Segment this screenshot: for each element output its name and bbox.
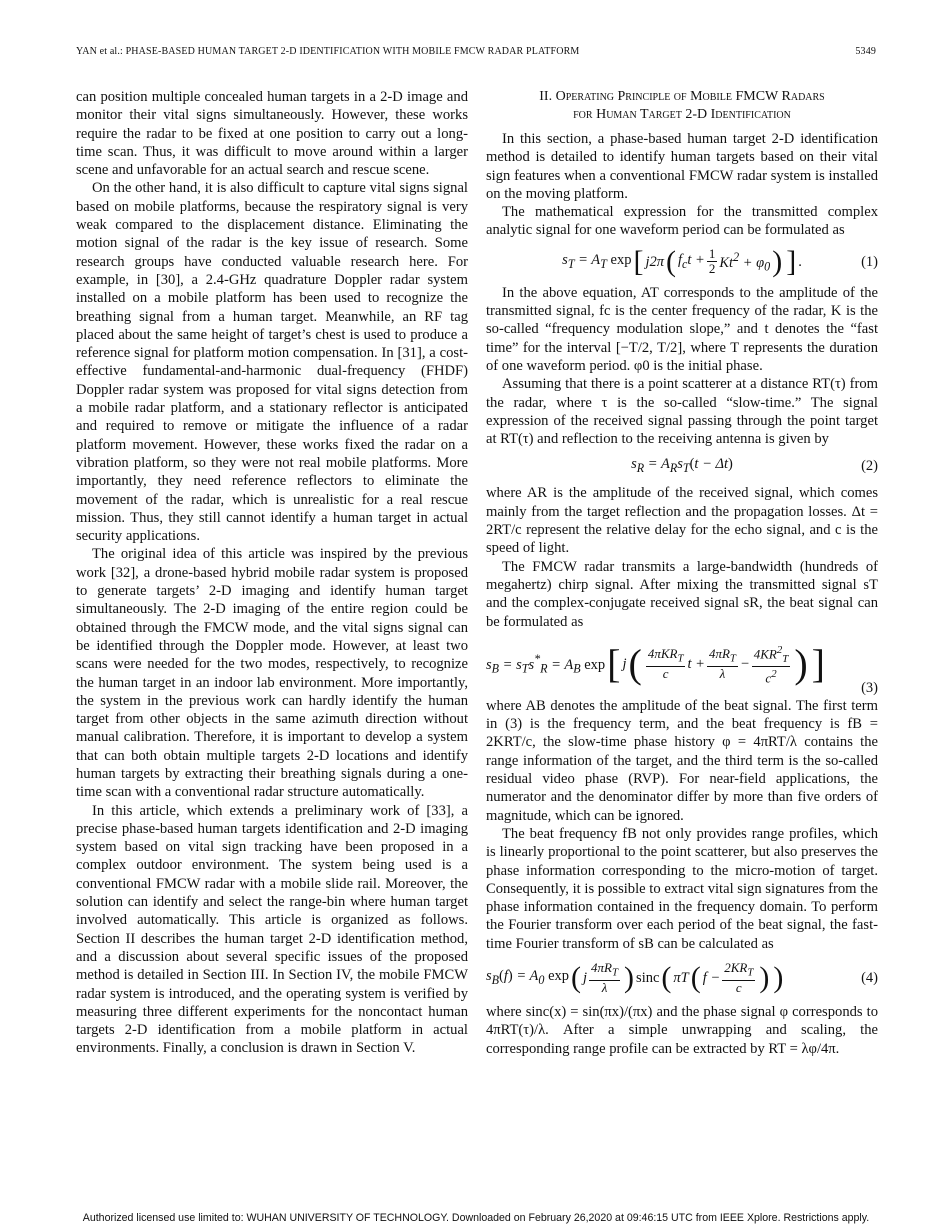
left-column	[76, 88, 468, 1058]
paragraph: where AB denotes the amplitude of the beat signal. The first term in (3) is the frequency term, and the beat frequency is fB = 2KRT/c, the slow-time phase history φ = 4πRT/λ contains the range information of the target, and the third term is the so-called residual video phase (RVP). For near-field applications, the numerator and the denominator differ by more than five orders of magnitude, which can be ignored.	[486, 697, 878, 824]
right-column	[486, 88, 878, 1058]
paragraph: In this section, a phase-based human target 2-D identification method is detailed to identify human targets based on their vital sign features when a conventional FMCW radar system is installed on the moving platform.	[486, 131, 878, 202]
section-number: II.	[539, 89, 553, 104]
paragraph: In the above equation, AT corresponds to the amplitude of the transmitted signal, fc is the center frequency of the radar, K is the so-called “frequency modulation slope,” and t denotes the “fast time” for the interval [−T/2, T/2], where T represents the duration of one waveform period. φ0 is the initial phase.	[486, 284, 878, 374]
paragraph: On the other hand, it is also difficult to capture vital signs signal based on mobile platforms, because the respiratory signal is very weak compared to the displacement distance. Eliminating the motion signal of the radar is the key issue of research. Some research groups have conducted valuable research here. For example, in [30], a 2.4-GHz quadrature Doppler radar system installed on a mobile platform has been used to recognize the breathing signal from a human target. Meanwhile, an RF tag placed about the same height of target’s chest is used to produce a reference signal for platform motion compensation. In [31], a cost-effective fundamental-and-harmonic dual-frequency (FHDF) Doppler radar system was proposed for vital signs detection from a mobile radar platform, and a stationary reflector is anticipated and required to remove or mitigate the influence of a radar platform movement. However, these works fixed the radar on a vibration platform, so they were not real mobile platforms. More importantly, they need reference reflectors to eliminate the movement of the radar, which is unrealistic for a real rescue mission. Thus, they still cannot identify a human target in actual security applications.	[76, 180, 468, 545]
paragraph: where sinc(x) = sin(πx)/(πx) and the phase signal φ corresponds to 4πRT(τ)/λ. After a simple unwrapping and scaling, the corresponding range profile can be extracted by RT = λφ/4π.	[486, 1003, 878, 1057]
page-number: 5349	[855, 46, 876, 57]
equation-3: $s_B = s_Ts^*_R = A_B$ exp [ j ( $\frac{4\pi KR_T}{c}$ t + $\frac{4\pi R_T}{\lambda}$ − $\frac{4KR^2_T}{c^2}$ ) ] (3)	[486, 640, 878, 696]
paragraph: can position multiple concealed human targets in a 2-D image and monitor their vital signs simultaneously. However, these works require the radar to be fixed at one position to carry out a long-time scan. Thus, it was difficult to move around within a larger scene and unfavorable for an actual search and rescue scene.	[76, 89, 468, 179]
paragraph: The FMCW radar transmits a large-bandwidth (hundreds of megahertz) chirp signal. After mixing the transmitted signal sT and the complex-conjugate received signal sR, the beat signal can be formulated as	[486, 558, 878, 630]
license-footer: Authorized licensed use limited to: WUHAN UNIVERSITY OF TECHNOLOGY. Downloaded on February 26,2020 at 09:46:15 UTC from IEEE Xplore. Restrictions apply.	[82, 1212, 870, 1224]
paragraph: Assuming that there is a point scatterer at a distance RT(τ) from the radar, where τ is the so-called “slow-time.” The signal expression of the received signal passing through the point target at RT(τ) and reflection to the receiving antenna is given by	[486, 376, 878, 448]
section-heading	[486, 88, 878, 124]
header-title: YAN et al.: PHASE-BASED HUMAN TARGET 2-D IDENTIFICATION WITH MOBILE FMCW RADAR PLATFORM	[76, 46, 580, 57]
section-title-line2: for Human Target 2-D Identification	[573, 107, 791, 122]
paragraph: In this article, which extends a preliminary work of [33], a precise phase-based human targets identification and 2-D imaging system based on vital sign tracking have been proposed in a complex outdoor environment. The system being used is a conventional FMCW radar with a mobile slide rail. Moreover, the solution can identify and select the range-bin where human target involved automatically. This article is organized as follows. Section II describes the human target 2-D identification method, and a discussion about several specific issues of the proposed method is detailed in Section III. In Section IV, the mobile FMCW radar system is introduced, and the operating system is verified by measuring three different experiments for the noncontact human targets 2-D identification from a mobile platform in actual environments. Finally, a conclusion is drawn in Section V.	[76, 802, 468, 1057]
paragraph: The original idea of this article was inspired by the previous work [32], a drone-based hybrid mobile radar system is proposed to generate targets’ 2-D imaging and identify human target simultaneously. The 2-D imaging of the entire region could be obtained through the FMCW mode, and the vital signs signal can be identified through the Doppler mode. However, at least two scans were needed for the two modes, respectively, to recognize the human target in an indoor lab environment. More importantly, the system in the previous work can hardly identify the human target from other objects in the same azimuth direction without manual calibration. Therefore, it is important to develop a system that can both obtain multiple targets 2-D locations and identify human targets by extracting their breathing signals during a one-time scan with a conventional radar structure automatically.	[76, 546, 468, 801]
paragraph: where AR is the amplitude of the received signal, which comes mainly from the target reflection and the propagation losses. Δt = 2RT/c represent the relative delay for the echo signal, and c is the speed of light.	[486, 485, 878, 557]
paragraph: The mathematical expression for the transmitted complex analytic signal for one waveform period can be formulated as	[486, 204, 878, 239]
equation-number: (1)	[861, 253, 878, 270]
section-title-line1: Operating Principle of Mobile FMCW Radars	[555, 89, 825, 104]
equation-number: (2)	[861, 458, 878, 475]
running-header	[76, 46, 876, 62]
equation-number: (3)	[861, 679, 878, 696]
equation-2: $s_R = A_Rs_T(t - \Delta t)$ (2)	[631, 456, 878, 476]
equation-4: $s_B(f) = A_0$ exp ( j $\frac{4\pi R_T}{\lambda}$ ) sinc ( πT ( f − $\frac{2KR_T}{c}$ ) ) (4)	[486, 960, 878, 995]
equation-number: (4)	[861, 969, 878, 986]
paragraph: The beat frequency fB not only provides range profiles, which is linearly proportional to the point scatterer, but also preserves the phase information corresponding to the micro-motion of target. Consequently, it is possible to extract vital sign signatures from the phase information contained in the frequency domain. To perform the Fourier transform over each period of the beat signal, the fast-time Fourier transform of sB can be calculated as	[486, 825, 878, 952]
equation-1: $s_T = A_T$ exp [ j2π ( $f_ct$ + $\frac{1}{2}$ $Kt^2 + \varphi_0$ ) ] . (1)	[562, 244, 878, 278]
